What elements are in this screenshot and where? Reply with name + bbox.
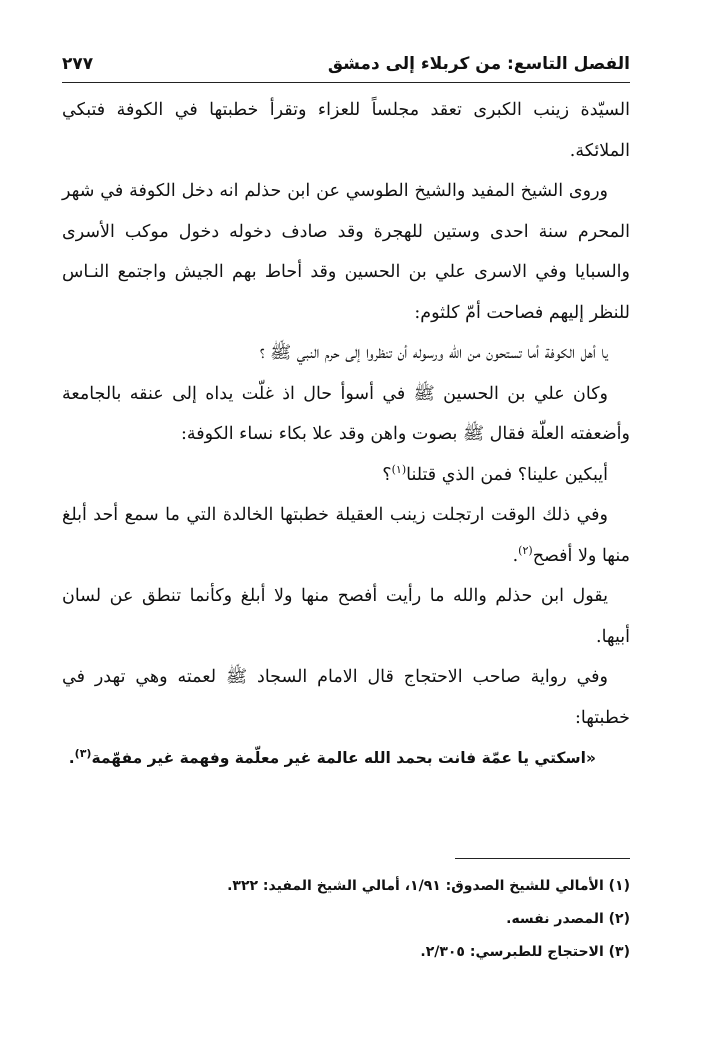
footnote-ref-1: (١) bbox=[391, 462, 407, 476]
footnote-1: (١) الأمالي للشيخ الصدوق: ١/٩١، أمالي الشيخ المفيد: ٣٢٢. bbox=[227, 878, 630, 894]
paragraph-3: يا أهل الكوفة أما تستحون من الله ورسوله أن تنظروا إلى حرم النبي ﷺ ؟ bbox=[259, 343, 608, 363]
main-text bbox=[62, 90, 630, 779]
chapter-title: الفصل التاسع: من كربلاء إلى دمشق bbox=[327, 54, 630, 74]
paragraph-8: وفي رواية صاحب الاحتجاج قال الامام السجاد ﷺ لعمته وهي تهدر في خطبتها: bbox=[62, 667, 630, 728]
page-header bbox=[62, 46, 630, 83]
quote-text: «اسكتي يا عمّة فانت بحمد الله عالمة غير معلّمة وفهمة غير مفهّمة bbox=[91, 749, 596, 767]
footnotes bbox=[62, 870, 630, 969]
paragraph-7: يقول ابن حذلم والله ما رأيت أفصح منها ولا أبلغ وكأنما تنطق عن لسان أبيها. bbox=[62, 586, 630, 647]
paragraph-5 bbox=[62, 455, 630, 496]
paragraph-1: السيّدة زينب الكبرى تعقد مجلساً للعزاء وتقرأ خطبتها في الكوفة فتبكي الملائكة. bbox=[62, 100, 630, 161]
footnote-ref-3: (٣) bbox=[74, 746, 92, 760]
paragraph-6-text: وفي ذلك الوقت ارتجلت زينب العقيلة خطبتها الخالدة التي ما سمع أحد أبلغ منها ولا أفصح bbox=[62, 505, 630, 566]
paragraph-2: وروى الشيخ المفيد والشيخ الطوسي عن ابن حذلم انه دخل الكوفة في شهر المحرم سنة احدى وستين للهجرة وقد صادف دخوله دخول موكب الأسرى والسبايا وفي الاسرى علي بن الحسين وقد أحاط بهم الجيش واجتمع النـاس للنظر إليهم فصاحت أمّ كلثوم: bbox=[62, 181, 630, 323]
paragraph-5-text: أيبكين علينا؟ فمن الذي قتلنا bbox=[406, 464, 608, 485]
footnote-3: (٣) الاحتجاج للطبرسي: ٢/٣٠٥. bbox=[420, 944, 630, 960]
paragraph-4: وكان علي بن الحسين ﷺ في أسوأ حال اذ غلّت يداه إلى عنقه بالجامعة وأضعفته العلّة فقال ﷺ بصوت واهن وقد علا بكاء نساء الكوفة: bbox=[62, 383, 630, 444]
footnote-2: (٢) المصدر نفسه. bbox=[506, 911, 630, 927]
footnote-separator bbox=[455, 858, 630, 859]
page-number: ٢٧٧ bbox=[62, 54, 94, 74]
footnote-ref-2: (٢) bbox=[518, 543, 533, 557]
paragraph-6 bbox=[62, 495, 630, 576]
quote-paragraph bbox=[62, 738, 630, 779]
quote-period: . bbox=[68, 749, 75, 767]
period-mark: . bbox=[512, 545, 519, 566]
question-mark: ؟ bbox=[382, 464, 392, 485]
